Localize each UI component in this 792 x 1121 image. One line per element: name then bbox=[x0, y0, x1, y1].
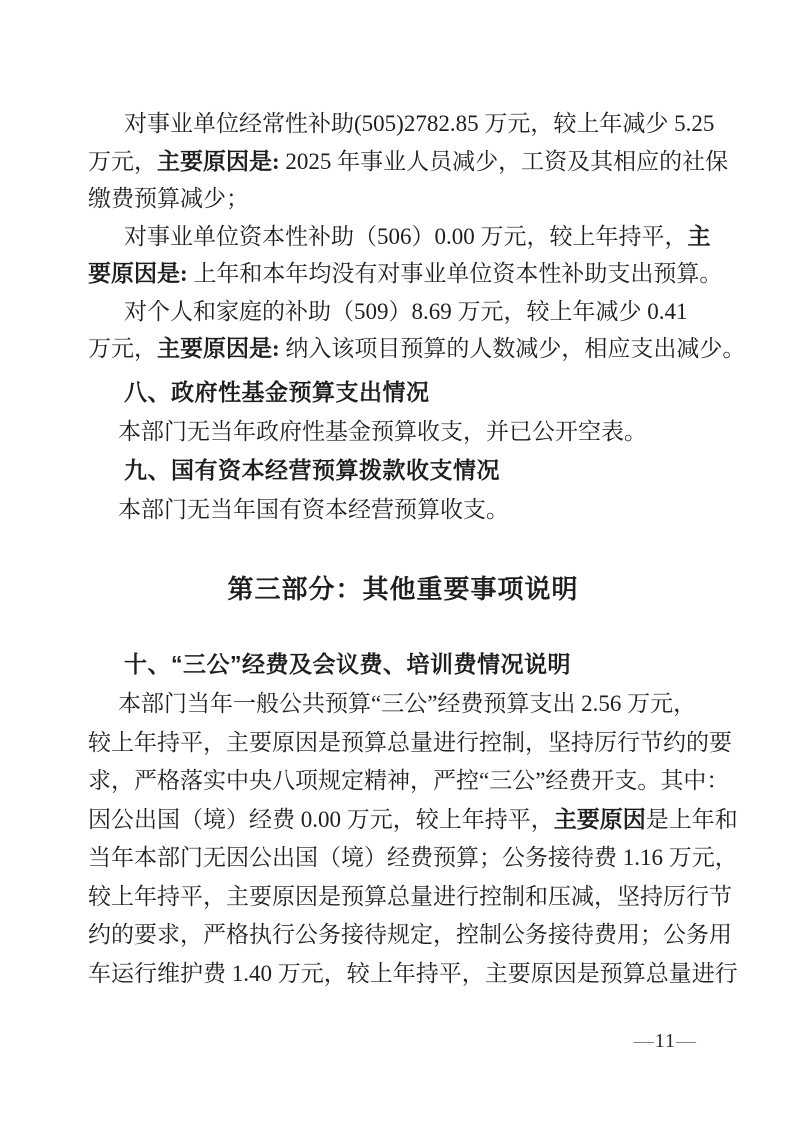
text-section-8: 本部门无当年政府性基金预算收支，并已公开空表。 bbox=[118, 418, 647, 444]
text-line: 对事业单位资本性补助（506）0.00 万元，较上年持平，主 bbox=[124, 223, 711, 249]
paragraph-506-capital-subsidy bbox=[88, 218, 723, 293]
document-body bbox=[88, 105, 746, 993]
heading-part-3: 第三部分：其他重要事项说明 bbox=[227, 573, 579, 604]
text-line: 万元，主要原因是: 纳入该项目预算的人数减少，相应支出减少。 bbox=[88, 336, 746, 361]
text-line: 当年本部门无因公出国（境）经费预算；公务接待费 1.16 万元， bbox=[88, 845, 738, 870]
text-line: 本部门当年一般公共预算“三公”经费预算支出 2.56 万元， bbox=[118, 691, 697, 716]
text-line: 求，严格落实中央八项规定精神，严控“三公”经费开支。其中： bbox=[88, 768, 730, 793]
text-line: 因公出国（境）经费 0.00 万元，较上年持平，主要原因是上年和 bbox=[88, 806, 738, 832]
text-line: 对事业单位经常性补助(505)2782.85 万元，较上年减少 5.25 bbox=[124, 111, 715, 136]
text-line: 要原因是: 上年和本年均没有对事业单位资本性补助支出预算。 bbox=[88, 261, 723, 286]
sections-8-and-9 bbox=[88, 373, 718, 529]
paragraph-509-individual-family-subsidy bbox=[88, 293, 746, 368]
text-line: 对个人和家庭的补助（509）8.69 万元，较上年减少 0.41 bbox=[124, 298, 688, 324]
text-section-9: 本部门无当年国有资本经营预算收支。 bbox=[118, 496, 509, 522]
text-line: 车运行维护费 1.40 万元，较上年持平，主要原因是预算总量进行 bbox=[88, 960, 738, 986]
page-number: —11— bbox=[633, 1030, 697, 1052]
heading-section-9: 九、国有资本经营预算拨款收支情况 bbox=[124, 456, 500, 483]
heading-section-8: 八、政府性基金预算支出情况 bbox=[124, 378, 430, 405]
text-line: 约的要求，严格执行公务接待规定，控制公务接待费用；公务用 bbox=[88, 922, 732, 947]
heading-section-10: 十、“三公”经费及会议费、培训费情况说明 bbox=[124, 650, 571, 677]
paragraph-three-public-funds bbox=[88, 685, 738, 993]
paragraph-505-recurrent-subsidy bbox=[88, 105, 729, 218]
text-line: 缴费预算减少； bbox=[88, 186, 249, 211]
text-line: 万元，主要原因是: 2025 年事业人员减少，工资及其相应的社保 bbox=[88, 148, 729, 174]
text-line: 较上年持平，主要原因是预算总量进行控制和压减，坚持厉行节 bbox=[88, 883, 732, 909]
text-line: 较上年持平，主要原因是预算总量进行控制，坚持厉行节约的要 bbox=[88, 729, 732, 755]
